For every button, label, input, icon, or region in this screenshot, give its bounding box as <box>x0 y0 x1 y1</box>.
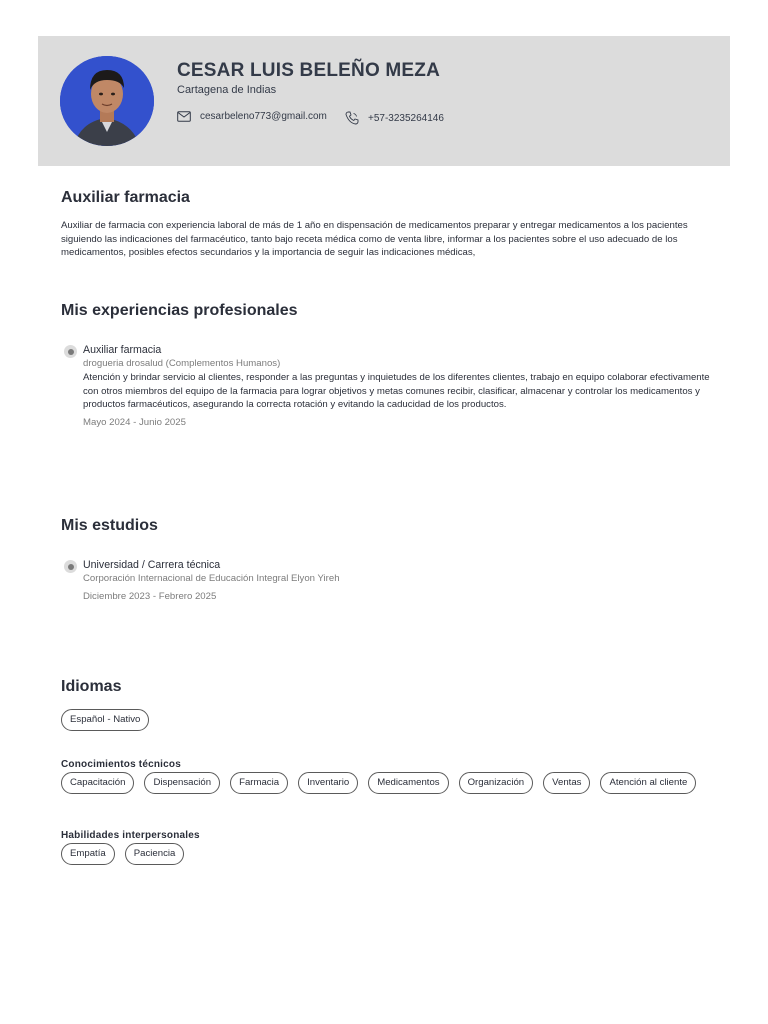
skill-chip: Organización <box>459 772 534 794</box>
experience-role: Auxiliar farmacia <box>83 344 162 356</box>
education-section-title: Mis estudios <box>61 517 158 534</box>
languages-list <box>61 709 711 737</box>
avatar <box>60 56 154 146</box>
language-chip: Español - Nativo <box>61 709 149 731</box>
experience-dates: Mayo 2024 - Junio 2025 <box>83 416 186 428</box>
skill-chip: Inventario <box>298 772 358 794</box>
experience-org: drogueria drosalud (Complementos Humanos) <box>83 358 281 369</box>
soft-skill-chip: Paciencia <box>125 843 185 865</box>
email-text[interactable]: cesarbeleno773@gmail.com <box>200 111 327 122</box>
phone-icon <box>345 111 359 125</box>
soft-skill-chip: Empatía <box>61 843 115 865</box>
mail-icon <box>177 111 191 122</box>
timeline-bullet <box>64 345 77 358</box>
skill-chip: Ventas <box>543 772 590 794</box>
technical-skills-list <box>61 772 711 800</box>
skill-chip: Dispensación <box>144 772 220 794</box>
education-degree: Universidad / Carrera técnica <box>83 559 221 571</box>
technical-skills-title: Conocimientos técnicos <box>61 759 181 770</box>
timeline-bullet <box>64 560 77 573</box>
experience-description: Atención y brindar servicio al clientes, responder a las preguntas y inquietudes de los diferentes clientes, trabajo en equipo colaborar efectivamente con otros miembros del equipo de la farmacia para lograr objetivos y metas comunes recibir, clasificar, almacenar y controlar los medicamentos y productos farmacéuticos, asegurando la correcta rotación y evitando la caducidad de los productos. <box>83 372 710 411</box>
languages-section-title: Idiomas <box>61 678 122 695</box>
skill-chip: Farmacia <box>230 772 288 794</box>
skill-chip: Medicamentos <box>368 772 448 794</box>
soft-skills-title: Habilidades interpersonales <box>61 830 200 841</box>
phone-text[interactable]: +57-3235264146 <box>368 112 444 124</box>
phone-contact[interactable] <box>345 111 444 125</box>
profile-summary: Auxiliar de farmacia con experiencia laboral de más de 1 año en dispensación de medicamentos preparar y entregar medicamentos a los pacientes siguiendo las indicaciones del farmacéutico, tanto bajo receta médica como de venta libre, informar a los pacientes sobre el uso adecuado de los medicamentos, posibles efectos secundarios y la importancia de seguir las indicaciones médicas, <box>61 220 688 259</box>
full-name: CESAR LUIS BELEÑO MEZA <box>177 60 441 81</box>
skill-chip: Atención al cliente <box>600 772 696 794</box>
education-institution: Corporación Internacional de Educación Integral Elyon Yireh <box>83 573 340 584</box>
soft-skills-list <box>61 843 711 871</box>
city: Cartagena de Indias <box>177 84 277 96</box>
education-dates: Diciembre 2023 - Febrero 2025 <box>83 591 217 602</box>
email-contact[interactable] <box>177 111 327 122</box>
profile-header <box>38 36 730 166</box>
profile-title: Auxiliar farmacia <box>61 189 190 206</box>
experience-section-title: Mis experiencias profesionales <box>61 302 298 319</box>
skill-chip: Capacitación <box>61 772 134 794</box>
